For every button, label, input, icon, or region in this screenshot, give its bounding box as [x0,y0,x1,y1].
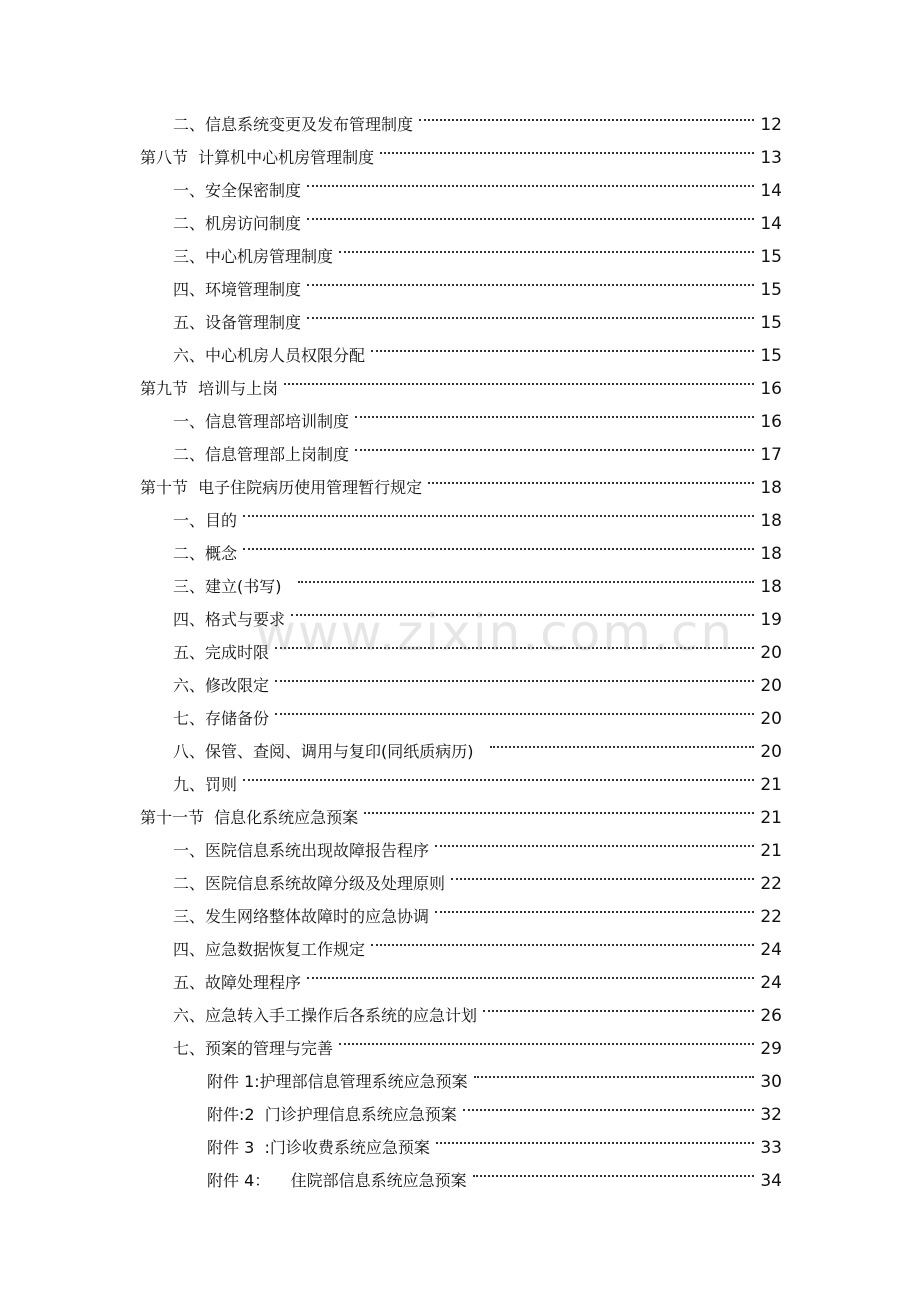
toc-entry-label: 附件 1:护理部信息管理系统应急预案 [207,1072,468,1091]
toc-entry-label: 三、中心机房管理制度 [173,247,334,266]
toc-entry-page: 15 [760,280,782,300]
dot-leader [291,592,756,625]
toc-entry-page: 14 [760,181,782,201]
dot-leader [307,196,756,229]
dot-leader [371,328,756,361]
toc-entry-label: 附件 3 :门诊收费系统应急预案 [207,1138,430,1157]
dot-leader [298,559,756,592]
dot-leader [364,790,756,823]
toc-entry-page: 15 [760,346,782,366]
toc-entry-page: 12 [760,115,782,135]
toc-entry-label: 四、格式与要求 [173,610,286,629]
toc-entry-page: 18 [760,478,782,498]
toc-entry-page: 16 [760,379,782,399]
dot-leader [307,262,756,295]
toc-entry-label: 五、完成时限 [173,643,270,662]
toc-entry-label: 二、信息系统变更及发布管理制度 [173,115,414,134]
toc-entry-label: 七、存储备份 [173,709,270,728]
dot-leader [307,295,756,328]
toc-entry-label: 九、罚则 [173,775,238,794]
dot-leader [355,394,756,427]
watermark: www.zixin.com.cn [255,604,735,662]
toc-entry-page: 15 [760,313,782,333]
dot-leader [419,97,756,130]
toc-entry-label: 二、概念 [173,544,238,563]
dot-leader [463,1087,756,1120]
toc-entry-page: 33 [760,1138,782,1158]
dot-leader [275,658,756,691]
dot-leader [339,229,756,262]
toc-entry-label: 一、目的 [173,511,238,530]
dot-leader [307,955,756,988]
toc-entry-page: 18 [760,544,782,564]
dot-leader [474,1054,756,1087]
toc-entry-label: 附件 4： 住院部信息系统应急预案 [207,1171,467,1190]
dot-leader [275,625,756,658]
toc-entry-page: 21 [760,841,782,861]
toc-entry-label: 三、建立(书写) [173,577,292,596]
dot-leader [436,1120,756,1153]
toc-entry-page: 20 [760,676,782,696]
dot-leader [284,361,756,394]
dot-leader [355,427,756,460]
toc-entry-page: 17 [760,445,782,465]
toc-entry-page: 18 [760,511,782,531]
toc-entry[interactable] [140,97,782,135]
toc-entry-page: 15 [760,247,782,267]
table-of-contents [140,97,782,1191]
dot-leader [435,889,756,922]
toc-entry-label: 二、机房访问制度 [173,214,302,233]
dot-leader [339,1021,756,1054]
toc-entry-label: 六、修改限定 [173,676,270,695]
toc-entry-label: 一、安全保密制度 [173,181,302,200]
toc-entry-page: 14 [760,214,782,234]
dot-leader [275,691,756,724]
toc-entry-label: 第九节 培训与上岗 [140,379,279,398]
toc-entry-label: 六、应急转入手工操作后各系统的应急计划 [173,1006,478,1025]
dot-leader [380,130,756,163]
toc-entry-page: 29 [760,1039,782,1059]
dot-leader [473,1153,756,1186]
toc-entry-page: 21 [760,808,782,828]
toc-entry-label: 第十节 电子住院病历使用管理暂行规定 [140,478,423,497]
toc-entry-page: 22 [760,874,782,894]
toc-entry-label: 六、中心机房人员权限分配 [173,346,366,365]
toc-entry-page: 32 [760,1105,782,1125]
toc-entry-page: 22 [760,907,782,927]
toc-entry-page: 30 [760,1072,782,1092]
toc-entry-label: 二、信息管理部上岗制度 [173,445,350,464]
toc-entry-page: 34 [760,1171,782,1191]
dot-leader [243,757,756,790]
toc-entry-page: 20 [760,742,782,762]
toc-entry-page: 24 [760,973,782,993]
toc-entry-page: 24 [760,940,782,960]
toc-entry-label: 七、预案的管理与完善 [173,1039,334,1058]
toc-entry-page: 20 [760,709,782,729]
toc-entry-page: 16 [760,412,782,432]
dot-leader [451,856,756,889]
toc-entry-label: 五、设备管理制度 [173,313,302,332]
dot-leader [243,526,756,559]
toc-entry-label: 三、发生网络整体故障时的应急协调 [173,907,430,926]
toc-entry-label: 二、医院信息系统故障分级及处理原则 [173,874,446,893]
toc-entry-label: 第八节 计算机中心机房管理制度 [140,148,375,167]
toc-entry-label: 四、环境管理制度 [173,280,302,299]
toc-entry-label: 一、信息管理部培训制度 [173,412,350,431]
dot-leader [428,460,756,493]
toc-entry-page: 13 [760,148,782,168]
dot-leader [483,988,756,1021]
toc-entry-label: 附件:2 门诊护理信息系统应急预案 [207,1105,457,1124]
toc-entry-label: 五、故障处理程序 [173,973,302,992]
toc-entry-label: 四、应急数据恢复工作规定 [173,940,366,959]
dot-leader [490,724,756,757]
toc-entry-label: 八、保管、查阅、调用与复印(同纸质病历) [173,742,484,761]
toc-entry-page: 20 [760,643,782,663]
dot-leader [435,823,756,856]
toc-entry-page: 18 [760,577,782,597]
dot-leader [371,922,756,955]
toc-entry-page: 21 [760,775,782,795]
dot-leader [307,163,756,196]
dot-leader [243,493,756,526]
toc-entry-label: 一、医院信息系统出现故障报告程序 [173,841,430,860]
toc-entry-label: 第十一节 信息化系统应急预案 [140,808,359,827]
toc-entry-page: 26 [760,1006,782,1026]
toc-entry-page: 19 [760,610,782,630]
